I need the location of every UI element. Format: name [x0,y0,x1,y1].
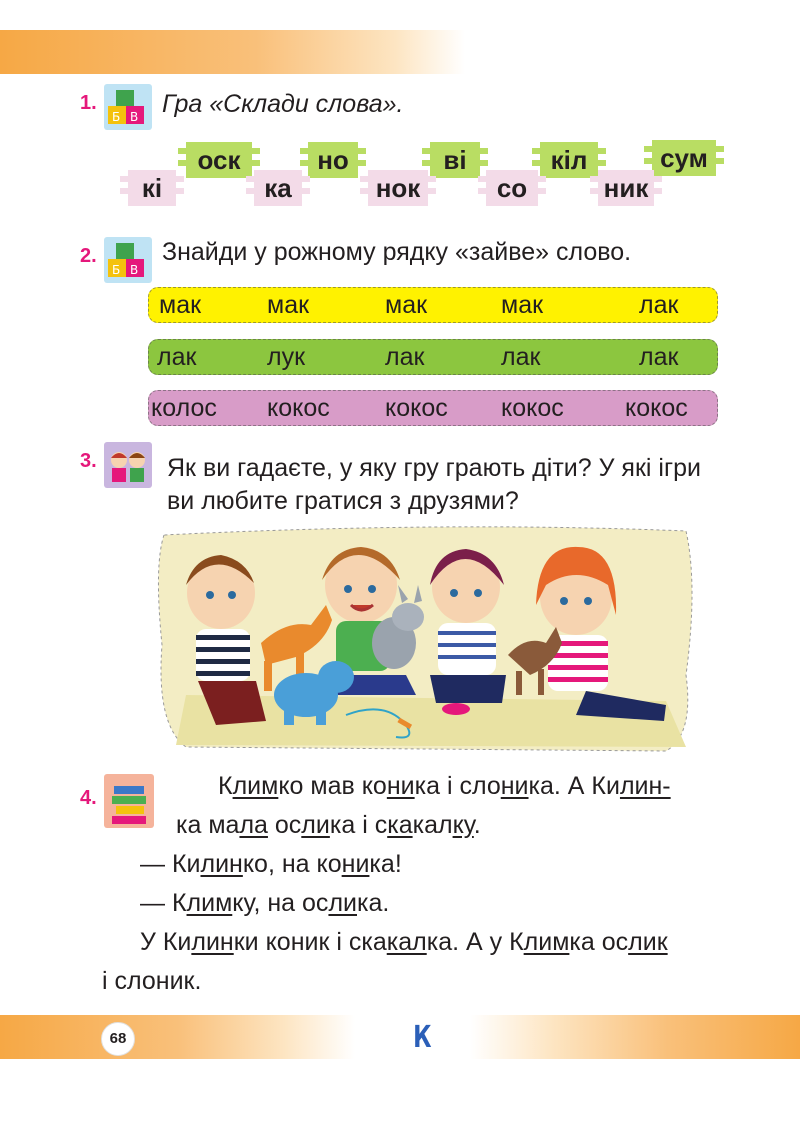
task-number: 1. [80,92,97,114]
children-icon [102,440,154,490]
top-decorative-band [0,30,465,74]
story-line-4: — Климку, на ослика. [140,889,390,917]
svg-text:Б: Б [112,263,121,277]
svg-text:В: В [130,263,139,277]
task-number: 2. [80,245,97,267]
svg-text:Б: Б [112,110,121,124]
word: кокос [625,394,688,422]
word: лак [639,343,679,371]
page-number: 68 [101,1022,135,1056]
syllable-tile: но [308,142,358,178]
task-question-line2: ви любите гратися з друзями? [167,487,519,515]
syllable-tile: кіл [540,142,598,178]
syllable-tile: кі [128,170,176,206]
task-number: 4. [80,787,97,809]
svg-text:В: В [130,110,139,124]
word-row [148,287,718,323]
syllable-tile: оск [186,142,252,178]
abc-blocks-icon [102,235,154,285]
word: мак [385,291,428,319]
task-question-line1: Як ви гадаєте, у яку гру грають діти? У які ігри [167,454,701,482]
syllable-tile: нок [368,170,428,206]
story-line-2: ка мала ослика і скакалку. [176,811,481,839]
bottom-decorative-band [0,1015,355,1059]
word: колос [151,394,217,422]
word: лук [267,343,306,371]
syllable-tile: сум [652,140,716,176]
girl-figure [430,549,506,715]
word: лак [385,343,425,371]
word: лак [639,291,679,319]
syllable-tile: со [486,170,538,206]
word-row [148,339,718,375]
story-line-5: У Килинки коник і скакалка. А у Климка ослик [140,928,668,956]
syllable-tile: ка [254,170,302,206]
chapter-letter: К [413,1020,432,1055]
word: кокос [267,394,330,422]
story-line-6: і слоник. [102,967,202,995]
story-line-3: — Килинко, на коника! [140,850,402,878]
children-playing-illustration [146,525,700,753]
task-instruction: Знайди у рожному рядку «зайве» слово. [162,238,632,266]
story-line-1: Климко мав коника і слоника. А Килин- [218,772,671,800]
word: кокос [501,394,564,422]
word: лак [501,343,541,371]
word: мак [501,291,544,319]
task-number: 3. [80,450,97,472]
bottom-decorative-band [470,1015,800,1059]
word: кокос [385,394,448,422]
syllable-tile: ві [430,142,480,178]
syllable-tile: ник [598,170,654,206]
word: мак [159,291,202,319]
word: лак [157,343,197,371]
word: мак [267,291,310,319]
word-row [148,390,718,426]
abc-blocks-icon [102,82,154,132]
task-title: Гра «Склади слова». [162,90,404,118]
books-icon [102,772,156,830]
